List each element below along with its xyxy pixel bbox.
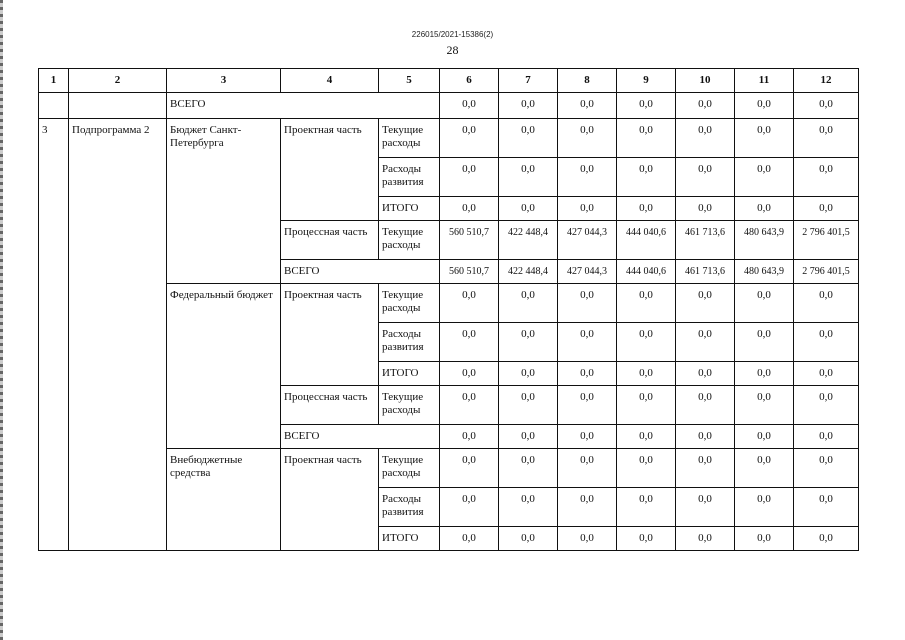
value-cell: 0,0: [558, 449, 617, 488]
value-cell: 0,0: [794, 323, 859, 362]
value-cell: 422 448,4: [499, 221, 558, 260]
row-label: ИТОГО: [379, 197, 440, 221]
value-cell: 0,0: [440, 527, 499, 551]
value-cell: 0,0: [794, 488, 859, 527]
value-cell: 0,0: [558, 158, 617, 197]
row-label: Текущие расходы: [379, 284, 440, 323]
value-cell: 0,0: [735, 119, 794, 158]
value-cell: 480 643,9: [735, 221, 794, 260]
value-cell: 0,0: [617, 197, 676, 221]
value-cell: 0,0: [558, 362, 617, 386]
value-cell: 0,0: [676, 93, 735, 119]
budget-table: [38, 68, 859, 551]
value-cell: 0,0: [676, 323, 735, 362]
value-cell: 0,0: [617, 284, 676, 323]
value-cell: 0,0: [499, 119, 558, 158]
header-cell: 3: [167, 69, 281, 93]
value-cell: 0,0: [676, 119, 735, 158]
value-cell: 0,0: [499, 158, 558, 197]
process-part-label: Процессная часть: [281, 221, 379, 260]
value-cell: 0,0: [676, 362, 735, 386]
header-cell: 5: [379, 69, 440, 93]
header-cell: 4: [281, 69, 379, 93]
header-row: [39, 69, 859, 93]
project-part-label: Проектная часть: [281, 284, 379, 386]
value-cell: 0,0: [794, 386, 859, 425]
row-number: 3: [39, 119, 69, 551]
value-cell: 0,0: [794, 425, 859, 449]
value-cell: 0,0: [676, 284, 735, 323]
value-cell: 0,0: [499, 323, 558, 362]
top-total-row: [39, 93, 859, 119]
value-cell: 0,0: [676, 386, 735, 425]
header-cell: 1: [39, 69, 69, 93]
table-row: [39, 119, 859, 158]
row-label: Текущие расходы: [379, 449, 440, 488]
total-label: ВСЕГО: [281, 260, 440, 284]
top-total-label: ВСЕГО: [167, 93, 440, 119]
value-cell: 427 044,3: [558, 221, 617, 260]
value-cell: 0,0: [735, 362, 794, 386]
value-cell: 0,0: [558, 488, 617, 527]
source-offbudget: Внебюджетные средства: [167, 449, 281, 551]
value-cell: 0,0: [735, 323, 794, 362]
source-federal-budget: Федеральный бюджет: [167, 284, 281, 449]
value-cell: 461 713,6: [676, 221, 735, 260]
value-cell: 0,0: [617, 386, 676, 425]
header-cell: 6: [440, 69, 499, 93]
value-cell: 0,0: [617, 527, 676, 551]
value-cell: 0,0: [676, 449, 735, 488]
value-cell: 0,0: [676, 425, 735, 449]
value-cell: 461 713,6: [676, 260, 735, 284]
value-cell: 0,0: [617, 488, 676, 527]
header-cell: 10: [676, 69, 735, 93]
row-label: Текущие расходы: [379, 221, 440, 260]
value-cell: 0,0: [558, 323, 617, 362]
value-cell: 0,0: [499, 284, 558, 323]
scan-edge: [0, 0, 3, 640]
row-label: Текущие расходы: [379, 386, 440, 425]
row-label: Текущие расходы: [379, 119, 440, 158]
value-cell: 422 448,4: [499, 260, 558, 284]
value-cell: 0,0: [676, 158, 735, 197]
value-cell: 0,0: [735, 386, 794, 425]
value-cell: 0,0: [794, 284, 859, 323]
value-cell: 2 796 401,5: [794, 260, 859, 284]
value-cell: 0,0: [794, 93, 859, 119]
value-cell: 0,0: [440, 284, 499, 323]
value-cell: 0,0: [794, 449, 859, 488]
row-label: Расходы развития: [379, 488, 440, 527]
value-cell: 0,0: [617, 158, 676, 197]
value-cell: 0,0: [440, 362, 499, 386]
process-part-label: Процессная часть: [281, 386, 379, 425]
value-cell: 0,0: [558, 284, 617, 323]
value-cell: 480 643,9: [735, 260, 794, 284]
value-cell: 0,0: [440, 197, 499, 221]
value-cell: 560 510,7: [440, 221, 499, 260]
value-cell: 0,0: [794, 527, 859, 551]
row-label: Расходы развития: [379, 158, 440, 197]
project-part-label: Проектная часть: [281, 119, 379, 221]
value-cell: 0,0: [558, 527, 617, 551]
value-cell: 0,0: [735, 197, 794, 221]
value-cell: 0,0: [440, 119, 499, 158]
value-cell: 0,0: [440, 158, 499, 197]
value-cell: 0,0: [735, 488, 794, 527]
value-cell: 0,0: [558, 425, 617, 449]
value-cell: 0,0: [558, 119, 617, 158]
header-cell: 12: [794, 69, 859, 93]
value-cell: 0,0: [499, 362, 558, 386]
value-cell: 0,0: [735, 527, 794, 551]
value-cell: 0,0: [617, 362, 676, 386]
row-label: ИТОГО: [379, 362, 440, 386]
header-cell: 2: [69, 69, 167, 93]
value-cell: 0,0: [676, 527, 735, 551]
value-cell: 0,0: [794, 197, 859, 221]
value-cell: 0,0: [617, 93, 676, 119]
value-cell: 0,0: [499, 425, 558, 449]
project-part-label: Проектная часть: [281, 449, 379, 551]
value-cell: 0,0: [499, 386, 558, 425]
value-cell: 0,0: [499, 93, 558, 119]
row-label: ИТОГО: [379, 527, 440, 551]
value-cell: 0,0: [735, 425, 794, 449]
value-cell: 0,0: [440, 323, 499, 362]
value-cell: 0,0: [499, 527, 558, 551]
value-cell: 2 796 401,5: [794, 221, 859, 260]
value-cell: 0,0: [676, 197, 735, 221]
value-cell: 0,0: [735, 93, 794, 119]
value-cell: 0,0: [499, 488, 558, 527]
header-cell: 8: [558, 69, 617, 93]
value-cell: 0,0: [617, 425, 676, 449]
value-cell: 0,0: [440, 93, 499, 119]
value-cell: 0,0: [735, 449, 794, 488]
value-cell: 0,0: [617, 119, 676, 158]
value-cell: 0,0: [440, 449, 499, 488]
value-cell: 560 510,7: [440, 260, 499, 284]
value-cell: 0,0: [794, 119, 859, 158]
header-cell: 11: [735, 69, 794, 93]
document-id: 226015/2021-15386(2): [411, 30, 494, 39]
value-cell: 0,0: [499, 449, 558, 488]
value-cell: 0,0: [617, 449, 676, 488]
row-label: Расходы развития: [379, 323, 440, 362]
value-cell: 444 040,6: [617, 260, 676, 284]
value-cell: 0,0: [735, 284, 794, 323]
value-cell: 0,0: [499, 197, 558, 221]
value-cell: 0,0: [794, 362, 859, 386]
total-label: ВСЕГО: [281, 425, 440, 449]
page-number: 28: [446, 43, 459, 57]
value-cell: 427 044,3: [558, 260, 617, 284]
header-cell: 9: [617, 69, 676, 93]
value-cell: 0,0: [794, 158, 859, 197]
value-cell: 0,0: [558, 386, 617, 425]
source-spb-budget: Бюджет Санкт-Петербурга: [167, 119, 281, 284]
value-cell: 0,0: [440, 425, 499, 449]
value-cell: 0,0: [676, 488, 735, 527]
value-cell: 0,0: [440, 488, 499, 527]
value-cell: 0,0: [440, 386, 499, 425]
value-cell: 444 040,6: [617, 221, 676, 260]
header-cell: 7: [499, 69, 558, 93]
value-cell: 0,0: [558, 197, 617, 221]
program-name: Подпрограмма 2: [69, 119, 167, 551]
value-cell: 0,0: [735, 158, 794, 197]
value-cell: 0,0: [617, 323, 676, 362]
value-cell: 0,0: [558, 93, 617, 119]
